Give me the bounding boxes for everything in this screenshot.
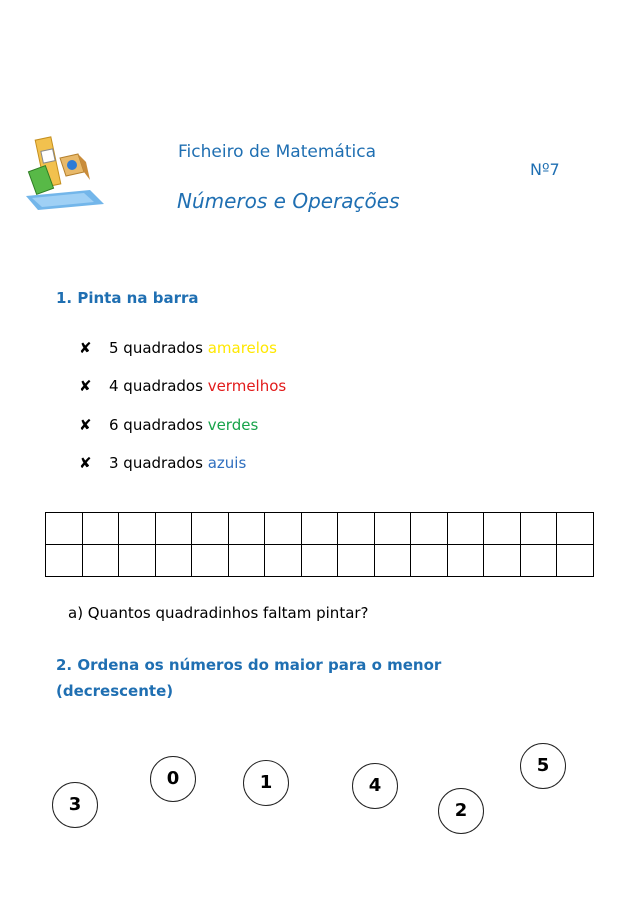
question-2-heading: 2. Ordena os números do maior para o menor [56,656,442,674]
grid-cell[interactable] [374,513,411,545]
grid-cell[interactable] [447,545,484,577]
worksheet-subtitle: Números e Operações [177,189,400,213]
grid-cell[interactable] [557,513,594,545]
number-circle: 1 [243,760,289,806]
number-circle: 0 [150,756,196,802]
color-word: verdes [207,416,259,434]
grid-cell[interactable] [155,513,192,545]
grid-cell[interactable] [301,513,338,545]
grid-cell[interactable] [228,513,265,545]
grid-cell[interactable] [520,513,557,545]
cross-icon: ✘ [79,339,92,357]
grid-cell[interactable] [119,513,156,545]
grid-cell[interactable] [265,513,302,545]
grid-cell[interactable] [520,545,557,577]
cross-icon: ✘ [79,454,92,472]
sheet-number: Nº7 [530,160,560,179]
grid-cell[interactable] [301,545,338,577]
grid-cell[interactable] [265,545,302,577]
grid-cell[interactable] [192,545,229,577]
grid-cell[interactable] [374,545,411,577]
grid-cell[interactable] [447,513,484,545]
grid-cell[interactable] [119,545,156,577]
grid-row [46,513,594,545]
subquestion-a: a) Quantos quadradinhos faltam pintar? [68,604,369,622]
grid-cell[interactable] [46,513,83,545]
grid-cell[interactable] [411,545,448,577]
grid-cell[interactable] [484,513,521,545]
cross-icon: ✘ [79,377,92,395]
list-item: ✘ 3 quadrados azuis [79,454,247,472]
grid-cell[interactable] [338,545,375,577]
number-circle: 3 [52,782,98,828]
grid-cell[interactable] [411,513,448,545]
worksheet-title: Ficheiro de Matemática [178,142,376,162]
list-item: ✘ 4 quadrados vermelhos [79,377,287,395]
grid-cell[interactable] [557,545,594,577]
list-item: ✘ 6 quadrados verdes [79,416,259,434]
grid-row [46,545,594,577]
grid-cell[interactable] [46,545,83,577]
number-circle: 5 [520,743,566,789]
grid-cell[interactable] [192,513,229,545]
coloring-grid[interactable] [45,512,594,577]
math-blocks-logo [20,128,108,216]
grid-cell[interactable] [155,545,192,577]
grid-cell[interactable] [228,545,265,577]
grid-cell[interactable] [82,513,119,545]
number-circle: 2 [438,788,484,834]
question-1-heading: 1. Pinta na barra [56,289,199,307]
grid-cell[interactable] [338,513,375,545]
question-2-heading-line2: (decrescente) [56,682,174,700]
cross-icon: ✘ [79,416,92,434]
list-item: ✘ 5 quadrados amarelos [79,339,277,357]
color-word: azuis [207,454,247,472]
color-word: vermelhos [207,377,287,395]
number-circle: 4 [352,763,398,809]
grid-cell[interactable] [484,545,521,577]
color-word: amarelos [207,339,277,357]
grid-cell[interactable] [82,545,119,577]
